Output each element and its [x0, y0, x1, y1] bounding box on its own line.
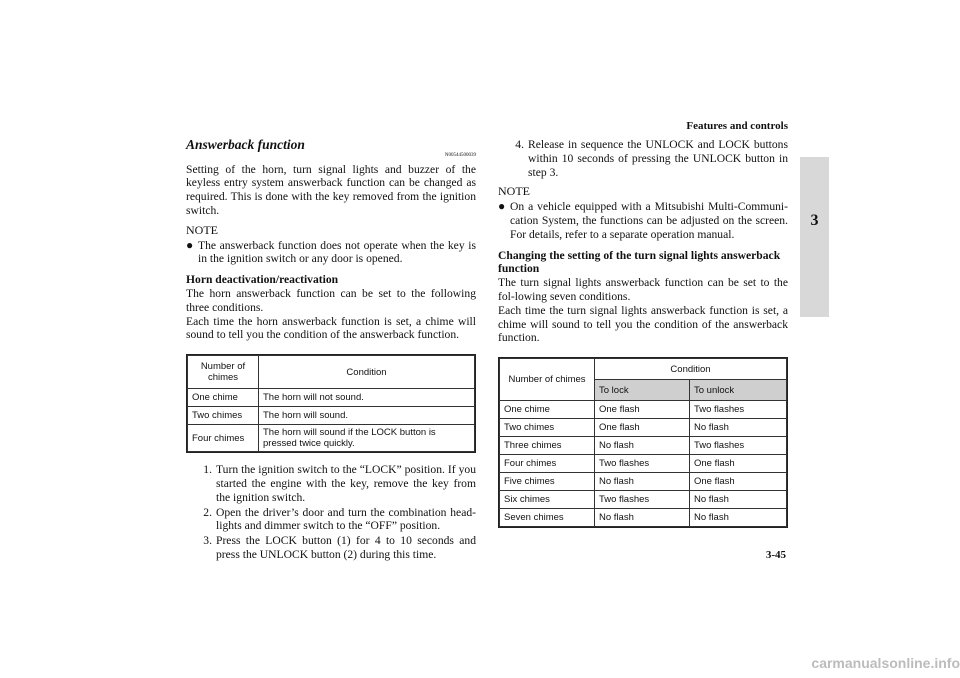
horn-heading: Horn deactivation/reactivation — [186, 273, 339, 287]
table-cell: Six chimes — [500, 491, 595, 509]
horn-paragraph-1: The horn answerback function can be set to the following three conditions. — [186, 286, 476, 314]
section-title: Answerback function — [186, 137, 305, 152]
note-text: On a vehicle equipped with a Mitsubishi Multi-Communi-cation System, the functions can be adjusted on the screen. For details, refer to a separate operation manual. — [510, 200, 788, 241]
table-cell: No flash — [595, 437, 690, 455]
table-row — [188, 407, 475, 425]
table-cell: No flash — [690, 509, 787, 527]
list-item — [498, 138, 788, 179]
table-row — [500, 401, 787, 419]
turn-heading: Changing the setting of the turn signal lights answerback function — [498, 248, 781, 276]
chapter-tab — [800, 157, 829, 317]
table-cell: One flash — [595, 401, 690, 419]
table-row — [500, 491, 787, 509]
note-item — [498, 200, 788, 241]
table-cell: One chime — [500, 401, 595, 419]
table-header: Condition — [595, 359, 787, 380]
step-number: 2. — [203, 505, 212, 519]
turn-paragraph-2: Each time the turn signal lights answerback function is set, a chime will sound to tell you the condition of the answerback function. — [498, 303, 788, 345]
horn-paragraph-2: Each time the horn answerback function is set, a chime will sound to tell you the condition of the answerback function. — [186, 314, 476, 342]
table-cell: One flash — [690, 473, 787, 491]
step-text: Open the driver’s door and turn the combination head-lights and dimmer switch to the “OFF” position. — [216, 505, 476, 533]
list-item — [186, 506, 476, 534]
table-row — [188, 389, 475, 407]
table-cell: Five chimes — [500, 473, 595, 491]
steps-list-continued — [498, 138, 788, 179]
note-heading: NOTE — [498, 184, 530, 199]
note-text: The answerback function does not operate when the key is in the ignition switch or any door is opened. — [198, 238, 476, 266]
list-item — [186, 463, 476, 504]
table-cell: No flash — [690, 419, 787, 437]
table-cell: Two flashes — [595, 491, 690, 509]
table-cell: Two flashes — [690, 401, 787, 419]
table-cell: Seven chimes — [500, 509, 595, 527]
table-cell: The horn will not sound. — [259, 389, 475, 407]
table-cell: The horn will sound if the LOCK button is pressed twice quickly. — [259, 425, 475, 452]
intro-paragraph: Setting of the horn, turn signal lights and buzzer of the keyless entry system answerback function can be changed as required. This is done with the key removed from the ignition switch. — [186, 162, 476, 217]
table-subheader: To lock — [595, 380, 690, 401]
section-code: N00544500039 — [444, 152, 476, 158]
table-row — [500, 473, 787, 491]
table-cell: Four chimes — [500, 455, 595, 473]
table-cell: No flash — [595, 509, 690, 527]
right-column — [498, 138, 788, 528]
table-cell: Two chimes — [188, 407, 259, 425]
page-header-title: Features and controls — [686, 120, 788, 132]
table-cell: The horn will sound. — [259, 407, 475, 425]
table-header: Number of chimes — [500, 359, 595, 401]
table-cell: Two flashes — [690, 437, 787, 455]
table-cell: Three chimes — [500, 437, 595, 455]
footer-watermark: carmanualsonline.info — [811, 655, 960, 671]
chapter-number: 3 — [810, 212, 819, 229]
turn-signal-table — [498, 357, 788, 528]
bullet-icon: ● — [186, 237, 194, 252]
page-number: 3-45 — [765, 549, 786, 561]
table-cell: No flash — [690, 491, 787, 509]
left-column — [186, 138, 476, 563]
list-item — [186, 534, 476, 562]
turn-paragraph-1: The turn signal lights answerback function can be set to the fol-lowing seven conditions. — [498, 276, 788, 303]
table-cell: Two flashes — [595, 455, 690, 473]
table-header: Condition — [259, 356, 475, 389]
table-subheader: To unlock — [690, 380, 787, 401]
horn-table — [186, 354, 476, 453]
table-cell: Two chimes — [500, 419, 595, 437]
step-text: Turn the ignition switch to the “LOCK” position. If you started the engine with the key, remove the key from the ignition switch. — [216, 463, 476, 504]
step-number: 3. — [203, 534, 212, 548]
table-cell: Four chimes — [188, 425, 259, 452]
table-cell: No flash — [595, 473, 690, 491]
table-cell: One flash — [690, 455, 787, 473]
table-row — [500, 455, 787, 473]
steps-list — [186, 463, 476, 562]
step-number: 4. — [515, 138, 524, 151]
table-header: Number of chimes — [188, 356, 259, 389]
table-cell: One chime — [188, 389, 259, 407]
table-row — [500, 509, 787, 527]
step-number: 1. — [203, 463, 212, 477]
table-row — [188, 425, 475, 452]
note-item — [186, 239, 476, 267]
note-heading: NOTE — [186, 222, 218, 237]
table-row — [500, 419, 787, 437]
bullet-icon: ● — [498, 199, 506, 214]
table-cell: One flash — [595, 419, 690, 437]
step-text: Press the LOCK button (1) for 4 to 10 seconds and press the UNLOCK button (2) during this time. — [216, 534, 476, 561]
step-text: Release in sequence the UNLOCK and LOCK buttons within 10 seconds of pressing the UNLOCK button in step 3. — [528, 138, 788, 179]
table-row — [500, 437, 787, 455]
